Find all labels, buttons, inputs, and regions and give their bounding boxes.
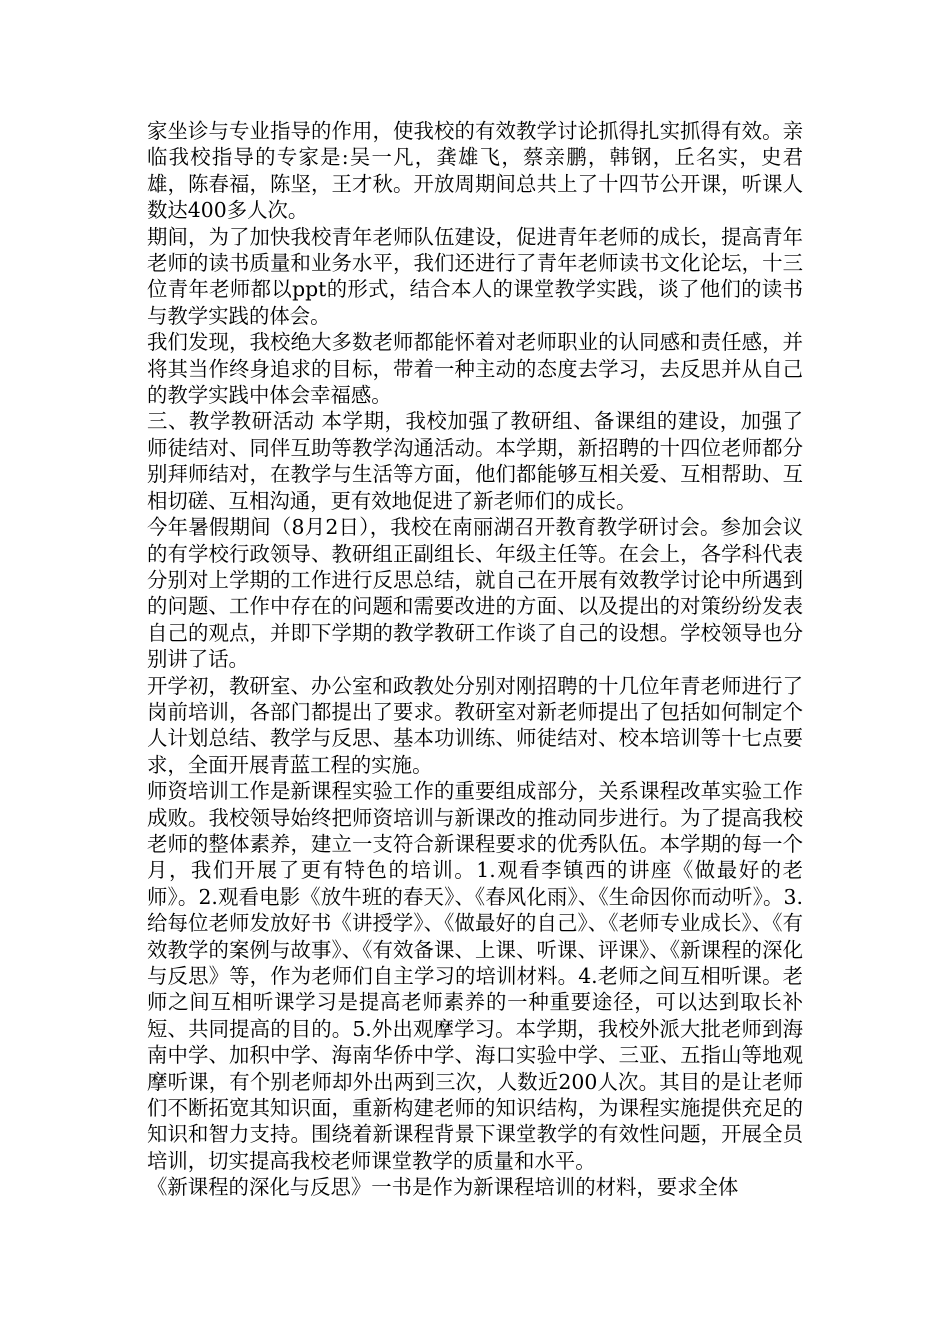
paragraph-young-teacher-forum: 期间，为了加快我校青年老师队伍建设，促进青年老师的成长，提高青年老师的读书质量和业务水平，我们还进行了青年老师读书文化论坛，十三位青年老师都以ppt的形式，结合本人的课堂教学实践，谈了他们的读书与教学实践的体会。 — [147, 224, 803, 328]
paragraph-pre-job-training: 开学初，教研室、办公室和政教处分别对刚招聘的十几位年青老师进行了岗前培训，各部门都提出了要求。教研室对新老师提出了包括如何制定个人计划总结、教学与反思、基本功训练、师徒结对、校本培训等十七点要求，全面开展青蓝工程的实施。 — [147, 673, 803, 777]
paragraph-teacher-training: 师资培训工作是新课程实验工作的重要组成部分，关系课程改革实验工作成败。我校领导始终把师资培训与新课改的推动同步进行。为了提高我校老师的整体素养，建立一支符合新课程要求的优秀队伍。本学期的每一个月，我们开展了更有特色的培训。1.观看李镇西的讲座《做最好的老师》。2.观看电影《放牛班的春天》、《春风化雨》、《生命因你而动听》。3.给每位老师发放好书《讲授学》、《做最好的自己》、《老师专业成长》、《有效教学的案例与故事》、《有效备课、上课、听课、评课》、《新课程的深化与反思》等，作为老师们自主学习的培训材料。4.老师之间互相听课。老师之间互相听课学习是提高老师素养的一种重要途径，可以达到取长补短、共同提高的目的。5.外出观摩学习。本学期，我校外派大批老师到海南中学、加积中学、海南华侨中学、海口实验中学、三亚、五指山等地观摩听课，有个别老师却外出两到三次，人数近200人次。其目的是让老师们不断拓宽其知识面，重新构建老师的知识结构，为课程实施提供充足的知识和智力支持。围绕着新课程背景下课堂教学的有效性问题，开展全员培训，切实提高我校老师课堂教学的质量和水平。 — [147, 779, 803, 1173]
document-body — [147, 118, 803, 1201]
paragraph-book-training: 《新课程的深化与反思》一书是作为新课程培训的材料，要求全体 — [147, 1175, 739, 1200]
paragraph-teaching-research: 三、教学教研活动 本学期，我校加强了教研组、备课组的建设，加强了师徒结对、同伴互助等教学沟通活动。本学期，新招聘的十四位老师都分别拜师结对，在教学与生活等方面，他们都能够互相关爱、互相帮助、互相切磋、互相沟通，更有效地促进了新老师们的成长。 — [147, 409, 803, 513]
paragraph-summer-seminar: 今年暑假期间（8月2日），我校在南丽湖召开教育教学研讨会。参加会议的有学校行政领导、教研组正副组长、年级主任等。在会上，各学科代表分别对上学期的工作进行反思总结，就自己在开展有效教学讨论中所遇到的问题、工作中存在的问题和需要改进的方面、以及提出的对策纷纷发表自己的观点，并即下学期的教学教研工作谈了自己的设想。学校领导也分别讲了话。 — [147, 515, 803, 672]
paragraph-teacher-attitude: 我们发现，我校绝大多数老师都能怀着对老师职业的认同感和责任感，并将其当作终身追求的目标，带着一种主动的态度去学习，去反思并从自己的教学实践中体会幸福感。 — [147, 330, 803, 408]
paragraph-expert-guidance: 家坐诊与专业指导的作用，使我校的有效教学讨论抓得扎实抓得有效。亲临我校指导的专家是:吴一凡，龚雄飞，蔡亲鹏，韩钢，丘名实，史君雄，陈春福，陈坚，王才秋。开放周期间总共上了十四节公开课，听课人数达400多人次。 — [147, 119, 803, 223]
